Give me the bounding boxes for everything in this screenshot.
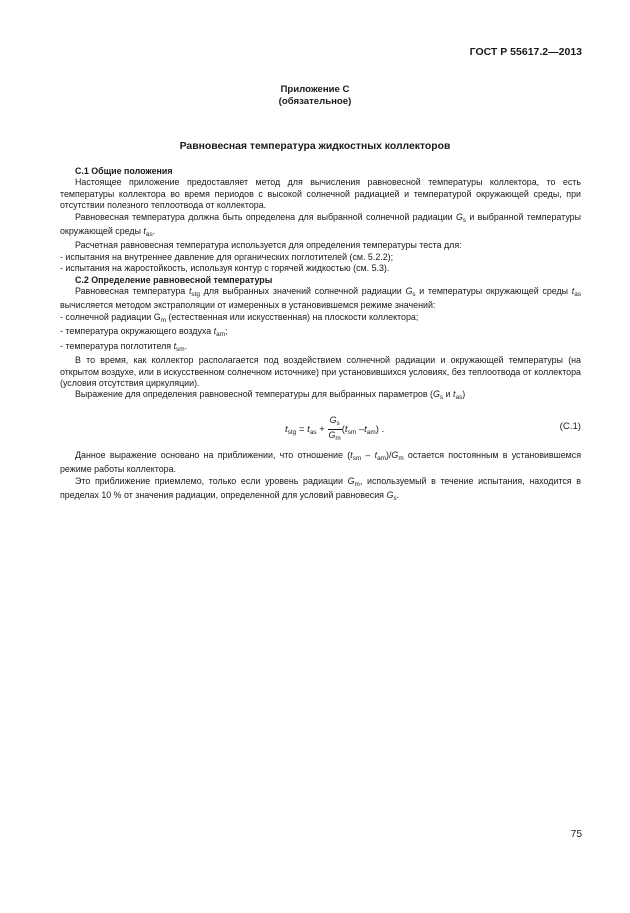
symbol: G: [455, 211, 463, 222]
list-item: - испытания на внутреннее давление для органических поглотителей (см. 5.2.2);: [60, 251, 394, 262]
formula-fraction: $\frac{G_s}{G_m}$: [328, 414, 341, 442]
appendix-status: (обязательное): [278, 96, 352, 107]
appendix-label: Приложение С: [280, 84, 350, 95]
list-item: - температура поглотителя $t_{sm}$.: [60, 340, 188, 353]
appendix-heading: [0, 84, 630, 108]
paragraph: Выражение для определения равновесной температуры для выбранных параметров ($G_s$ и $t_{as}$): [75, 389, 466, 402]
paragraph: Настоящее приложение предоставляет метод для вычисления равновесной температуры коллектора, то есть температуры коллектора во время периодов с высокой солнечной радиацией и температурой окружающей среды, при отсутствии полезного теплоотвода от коллектора.: [60, 177, 581, 211]
list-item: - испытания на жаростойкость, используя контур с горячей жидкостью (см. 5.3).: [60, 263, 390, 274]
list-item: - солнечной радиации $G_m$ (естественная или искусственная) на плоскости коллектора;: [60, 311, 419, 324]
paragraph: Это приближение приемлемо, только если уровень радиации $G_m$, используемый в течение испытания, находится в пределах 10 % от значения радиации, определенной для условий равновесия $G_s$.: [60, 475, 581, 502]
section-heading: С.2 Определение равновесной температуры: [75, 274, 273, 285]
document-body: [60, 166, 581, 504]
list-item: - температура окружающего воздуха $t_{am}$;: [60, 326, 228, 339]
paragraph: Равновесная температура $t_{stg}$ для выбранных значений солнечной радиации $G_s$ и температуры окружающей среды $t_{as}$ вычисляется методом экстраполяции от измеренных в установившемся режиме значений:: [60, 286, 581, 311]
paragraph: Данное выражение основано на приближении, что отношение $(t_{sm} - t_{am})/G_m$ остается постоянным в установившемся режиме работы коллектора.: [60, 449, 582, 475]
appendix-title: Равновесная температура жидкостных коллекторов: [179, 141, 451, 152]
paragraph: В то время, как коллектор располагается под воздействием солнечной радиации и окружающей температуры (на открытом воздухе, или в искусственном солнечном источнике) при установившихся условиях, без теплоотвода от коллектора (условия отсутствия циркуляции).: [60, 355, 581, 388]
formula-expression: $t_{stg} = t_{as}$ + $\frac{G_s}{G_m}$ ($t_{sm}$ $-t_{am}$) .: [285, 414, 385, 442]
paragraph: Расчетная равновесная температура используется для определения температуры теста для:: [75, 240, 462, 251]
formula-number: (С.1): [559, 420, 581, 432]
document-id: ГОСТ Р 55617.2—2013: [469, 46, 582, 58]
section-heading: С.1 Общие положения: [75, 166, 173, 176]
symbol: t: [143, 226, 146, 237]
page-number: 75: [570, 829, 582, 840]
formula-c1: [60, 412, 581, 442]
paragraph: Равновесная температура должна быть определена для выбранной солнечной радиации $G_s$ и выбранной температуры окружающей среды $t_{as}$.: [60, 211, 581, 239]
